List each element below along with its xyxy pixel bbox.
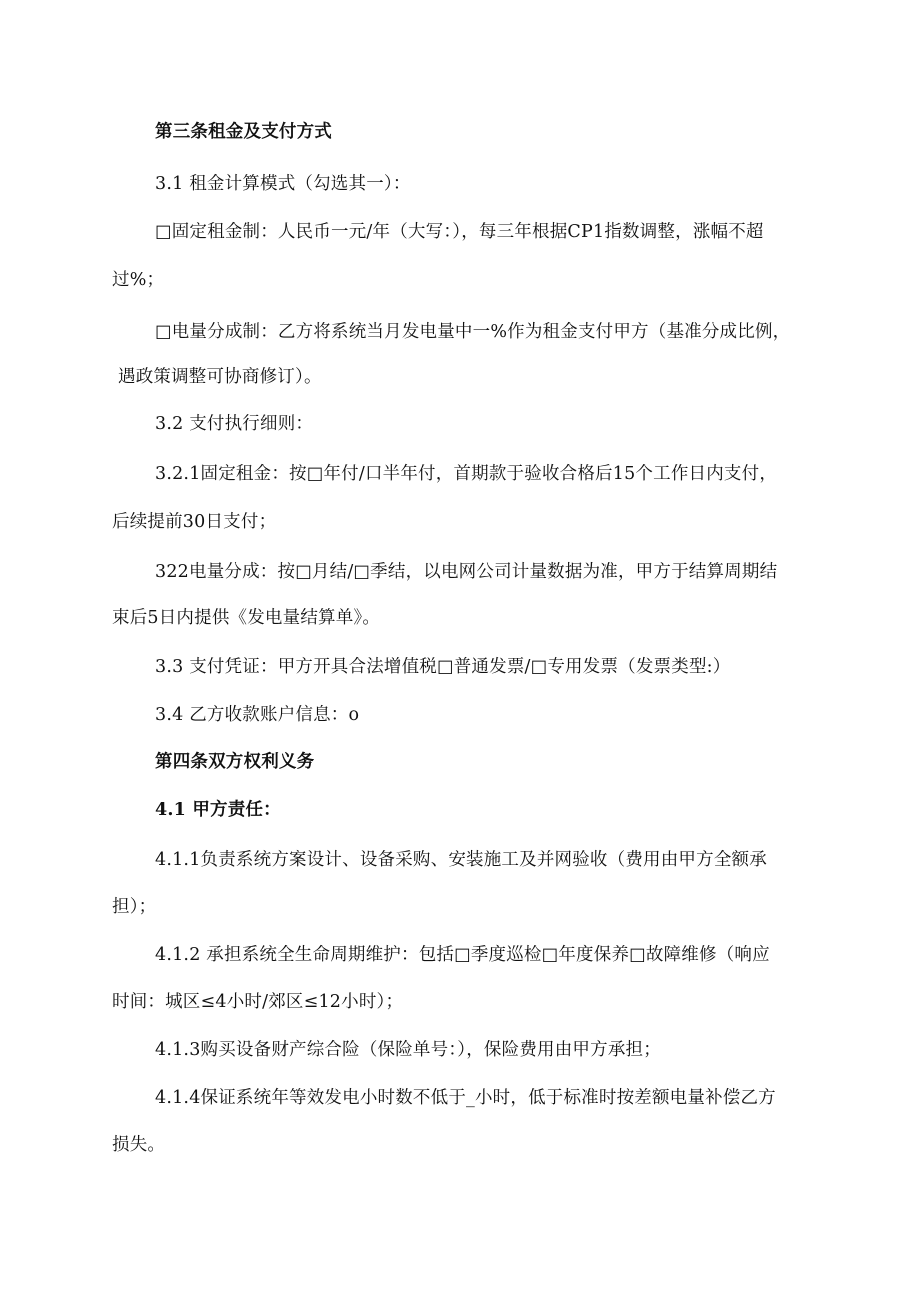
clause-4-1: 4.1 甲方责任：	[155, 800, 281, 820]
clause-3-1: 3.1 租金计算模式（勾选其一）：	[155, 174, 411, 194]
fixed-rent-option-line-1: □固定租金制：人民币一元/年（大写：），每三年根据CP1指数调整，涨幅不超	[155, 222, 764, 242]
clause-4-1-3: 4.1.3购买设备财产综合险（保险单号：），保险费用由甲方承担；	[155, 1040, 661, 1060]
clause-4-1-4-line-2: 损失。	[112, 1135, 166, 1155]
clause-3-2: 3.2 支付执行细则：	[155, 414, 314, 434]
clause-3-3: 3.3 支付凭证：甲方开具合法增值税□普通发票/□专用发票（发票类型:）	[155, 657, 731, 677]
power-share-option-line-1: □电量分成制：乙方将系统当月发电量中一%作为租金支付甲方（基准分成比例，	[155, 322, 791, 342]
power-share-option-line-2: 遇政策调整可协商修订）。	[118, 367, 322, 387]
clause-3-2-2-line-2: 束后5日内提供《发电量结算单》。	[112, 608, 381, 628]
clause-3-2-2-line-1: 322电量分成：按□月结/□季结，以电网公司计量数据为准，甲方于结算周期结	[155, 562, 778, 582]
clause-4-1-1-line-2: 担）；	[112, 897, 157, 917]
article-4-heading: 第四条双方权利义务	[155, 752, 315, 772]
article-3-heading: 第三条租金及支付方式	[155, 122, 332, 142]
clause-3-4: 3.4 乙方收款账户信息：o	[155, 705, 360, 725]
clause-4-1-4-line-1: 4.1.4保证系统年等效发电小时数不低于_小时，低于标准时按差额电量补偿乙方	[155, 1088, 776, 1108]
clause-4-1-1-line-1: 4.1.1负责系统方案设计、设备采购、安装施工及并网验收（费用由甲方全额承	[155, 850, 767, 870]
fixed-rent-option-line-2: 过%；	[112, 270, 165, 290]
clause-4-1-2-line-2: 时间：城区≤4小时/郊区≤12小时）；	[112, 992, 404, 1012]
clause-3-2-1-line-2: 后续提前30日支付；	[112, 512, 277, 532]
clause-4-1-2-line-1: 4.1.2 承担系统全生命周期维护：包括□季度巡检□年度保养□故障维修（响应	[155, 945, 770, 965]
clause-3-2-1-line-1: 3.2.1固定租金：按□年付/口半年付，首期款于验收合格后15个工作日内支付，	[155, 464, 778, 484]
